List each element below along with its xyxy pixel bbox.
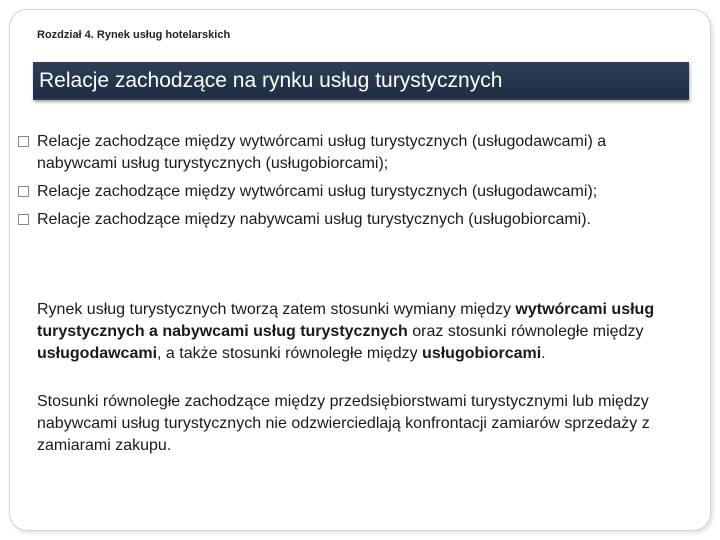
paragraph-text: oraz stosunki równoległe między (407, 323, 644, 340)
bullet-item (18, 131, 668, 175)
checkbox-bullet-icon (18, 136, 29, 147)
bullet-text: Relacje zachodzące między wytwórcami usług turystycznych (usługodawcami) a nabywcami usług turystycznych (usługobiorcami); (37, 133, 607, 172)
paragraph-parallel-relations: Stosunki równoległe zachodzące między przedsiębiorstwami turystycznymi lub między nabywcami usług turystycznych nie odzwierciedlają konfrontacji zamiarów sprzedaży z zamiarami zakupu. (37, 393, 650, 454)
bold-term: wytwórcami usług turystycznych a nabywcami usług turystycznych (37, 301, 655, 340)
bullet-text: Relacje zachodzące między nabywcami usług turystycznych (usługobiorcami). (37, 211, 592, 228)
paragraph-text: . (541, 345, 546, 362)
bold-term: usługobiorcami (422, 345, 542, 362)
paragraph-market-definition (37, 299, 657, 365)
checkbox-bullet-icon (18, 186, 29, 197)
bold-term: usługodawcami (37, 345, 158, 362)
chapter-header: Rozdział 4. Rynek usług hotelarskich (37, 29, 231, 41)
bullet-text: Relacje zachodzące między wytwórcami usług turystycznych (usługodawcami); (37, 183, 598, 200)
bullet-item (18, 209, 668, 231)
paragraph-text: Rynek usług turystycznych tworzą zatem stosunki wymiany między (37, 301, 516, 318)
bullet-item (18, 181, 668, 203)
slide-title: Relacje zachodzące na rynku usług turystycznych (39, 69, 503, 92)
bullet-list (18, 131, 668, 237)
slide-title-bar (33, 62, 689, 100)
paragraph-text: , a także stosunki równoległe między (157, 345, 423, 362)
checkbox-bullet-icon (18, 214, 29, 225)
